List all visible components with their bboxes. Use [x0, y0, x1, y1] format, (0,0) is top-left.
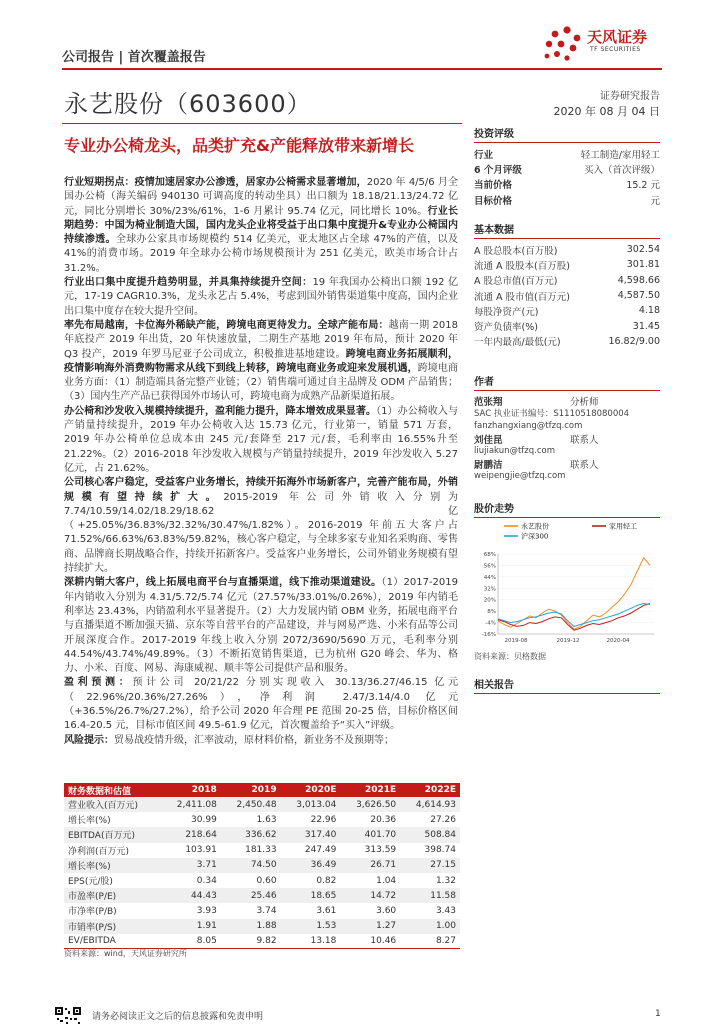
- author-email[interactable]: weipengjie@tfzq.com: [474, 471, 566, 481]
- basic-data-row: [474, 273, 660, 288]
- row-label: EBITDA(百万元): [64, 827, 161, 842]
- para-text: （1）办公椅收入与产销量持续提升，2019 年办公椅收入达 15.73 亿元，行业第一，销量 571 万套，2019 年办公椅单位总成本由 245 元/套降至 217 元/套，毛利率由 16.55%升至 21.22%。（2）2016-2018 年沙发收入规模与产销量持续提升，2019 年沙发收入 5.27 亿元，占 21.62%。: [64, 405, 458, 474]
- authors-title: 作者: [474, 373, 660, 391]
- row-label: 增长率(%): [68, 816, 111, 827]
- table-cell: 3.74: [256, 905, 277, 916]
- table-cell: 2,450.48: [221, 797, 281, 812]
- rating-row: [474, 192, 660, 207]
- table-header-cell: 2019: [221, 783, 281, 797]
- title-divider: [62, 123, 462, 124]
- table-cell: 20.36: [370, 814, 397, 825]
- table-cell: 3.93: [196, 905, 217, 916]
- y-tick-label: -4%: [485, 620, 496, 627]
- table-cell: 8.27: [400, 934, 460, 949]
- header-divider: [62, 68, 662, 70]
- rating-row: [474, 146, 660, 161]
- table-cell: 4,614.93: [400, 797, 460, 812]
- para-lead: 率先布局越南，卡位海外稀缺产能，跨境电商更待发力。全球产能布局：: [64, 319, 389, 331]
- table-cell: 30.99: [191, 814, 217, 825]
- row-label: 净利润(百万元): [68, 846, 130, 857]
- table-cell: 1.04: [376, 875, 397, 886]
- table-cell: 313.59: [364, 845, 397, 856]
- table-cell: 1.32: [435, 875, 456, 886]
- author-row: [474, 458, 660, 471]
- table-cell: 11.58: [400, 888, 460, 903]
- table-cell: 8.05: [161, 934, 221, 949]
- rating-value: 买入（首次评级）: [583, 164, 660, 176]
- qr-code-icon: [54, 1006, 82, 1024]
- x-tick-label: 2020-04: [606, 638, 630, 644]
- table-source: 资料来源：wind，天风证券研究所: [64, 949, 187, 958]
- table-header-row: [64, 783, 460, 797]
- table-cell: 36.49: [281, 858, 341, 873]
- basic-data-row: [474, 303, 660, 318]
- basic-data-row: [474, 257, 660, 272]
- y-tick-label: 68%: [483, 552, 496, 558]
- basic-data-key: 一年内最高/最低(元): [474, 337, 561, 349]
- basic-data-key: A 股总股本(百万股): [474, 245, 558, 257]
- para-lead: 行业出口集中度提升趋势明显，并具集持续提升空间：: [64, 277, 313, 289]
- para-lead: 办公椅和沙发收入规模持续提升，盈利能力提升，降本增效成果显著。: [64, 405, 377, 417]
- logo-subtitle: TF SECURITIES: [590, 46, 641, 53]
- basic-data-value: 302.54: [626, 244, 660, 256]
- row-label: 市销率(P/S): [64, 919, 161, 934]
- row-label: 增长率(%): [64, 858, 161, 873]
- related-section: [474, 676, 660, 694]
- table-header-cell: 2022E: [400, 783, 460, 797]
- author-email[interactable]: liujiakun@tfzq.com: [474, 446, 556, 456]
- rating-value: 15.2 元: [626, 180, 660, 192]
- basic-data-value: 4.18: [638, 305, 660, 317]
- logo-name: 天风证券: [587, 28, 648, 46]
- author-role: 联系人: [570, 459, 599, 471]
- table-row: [64, 797, 460, 812]
- basic-data-key: 流通 A 股股本(百万股): [474, 260, 570, 272]
- table-cell: 1.27: [340, 919, 400, 934]
- basic-data-row: [474, 242, 660, 257]
- author-name: 范张翔: [474, 397, 503, 409]
- author-role: 分析师: [570, 397, 599, 409]
- para-industry: [64, 176, 458, 276]
- table-cell: 508.84: [400, 827, 460, 842]
- row-label: EV/EBITDA: [64, 934, 161, 949]
- rating-key: 6 个月评级: [474, 164, 522, 176]
- table-row: [64, 843, 460, 858]
- table-cell: 3.61: [316, 905, 337, 916]
- author-row: [474, 433, 660, 446]
- table-cell: 14.72: [340, 888, 400, 903]
- y-tick-label: 56%: [483, 563, 496, 570]
- basic-data-row: [474, 318, 660, 333]
- para-text: 2015-2019 年公司外销收入分别为 7.74/10.59/14.02/18.29/18.62 亿（+25.05%/36.83%/32.32%/30.47%/1.82%）。2016-2019 年前五大客户占 71.52%/66.63%/63.83%/59.82%，核心客户稳定，与全球多家专业知名采购商、零售商、品牌商长期战略合作，持续开拓新客户。受益客户业务增长，公司外销业务规模有望持续扩大。: [64, 491, 459, 575]
- table-row: [64, 873, 460, 888]
- rating-key: 当前价格: [474, 180, 513, 192]
- price-chart: [474, 516, 660, 646]
- table-cell: 317.40: [281, 827, 341, 842]
- table-header-cell: 2018: [161, 783, 221, 797]
- author-role: 联系人: [570, 434, 599, 446]
- table-row: [64, 827, 460, 842]
- para-text: 全球办公家具市场规模约 514 亿美元，亚太地区占全球 47%的产值，以及 41%的消费市场。2019 年全球办公椅市场规模预计为 251 亿美元，欧美市场合计占 31.2%。: [64, 234, 458, 274]
- table-cell: 27.15: [400, 858, 460, 873]
- report-body: [64, 176, 458, 748]
- para-text: 贸易战疫情升级，汇率波动，原材料价格，新业务不及预期等；: [114, 734, 394, 746]
- para-text: 预计公司 20/21/22 分别实现收入 30.13/36.27/46.15 亿元（22.96%/20.36%/27.26%），净利润 2.47/3.14/4.0 亿元（+36.5%/26.7%/27.2%），给予公司 2020 年合理 PE 范围 20-25 倍，目标价格区间 16.4-20.5 元，目标市值区间 49.5-61.9 亿元，首次覆盖给予“买入”评级。: [64, 677, 458, 732]
- y-tick-label: 20%: [483, 597, 496, 604]
- para-chairs: [64, 405, 458, 476]
- x-tick-label: 2019-12: [556, 638, 580, 644]
- para-text: 跨境电商业务方面：（1）制造端具备完整产业链；（2）销售端可通过自主品牌及 ODM 产品销售；（3）国内生产产品已获得国外市场认可，跨境电商为成熟产品新渠道拓展。: [64, 362, 459, 403]
- report-tag: 公司报告 | 首次覆盖报告: [62, 50, 206, 65]
- rating-key: 行业: [474, 149, 494, 161]
- basic-data-value: 16.82/9.00: [608, 335, 660, 347]
- x-tick-label: 2019-08: [504, 638, 528, 644]
- report-headline: 专业办公椅龙头，品类扩充&产能释放带来新增长: [64, 136, 414, 155]
- table-cell: 10.46: [340, 934, 400, 949]
- table-row: [64, 812, 460, 827]
- table-cell: 3.43: [435, 905, 456, 916]
- rating-title: 投资评级: [474, 125, 660, 143]
- para-export: [64, 276, 458, 319]
- table-cell: 27.26: [430, 814, 456, 825]
- table-row: [64, 903, 460, 918]
- report-type: 证券研究报告: [600, 91, 660, 102]
- table-row: [64, 934, 460, 949]
- table-header-cell: 2020E: [281, 783, 341, 797]
- basic-data-value: 31.45: [632, 320, 660, 332]
- table-cell: 401.70: [340, 827, 400, 842]
- price-chart-title: 股价走势: [474, 500, 660, 518]
- para-lead: 盈利预测：: [64, 677, 133, 689]
- report-date: 2020 年 08 月 04 日: [553, 105, 660, 118]
- table-cell: 3,626.50: [340, 797, 400, 812]
- row-label: EPS(元/股): [68, 877, 113, 888]
- para-forecast: [64, 676, 458, 733]
- rating-row: [474, 177, 660, 192]
- table-header-cell: 财务数据和估值: [64, 783, 161, 797]
- table-cell: 3.71: [161, 858, 221, 873]
- legend-label: 沪深300: [521, 532, 549, 541]
- basic-data-key: A 股总市值(百万元): [474, 276, 558, 288]
- basic-data-key: 流通 A 股市值(百万元): [474, 291, 570, 303]
- legend-label: 永艺股份: [521, 522, 549, 531]
- chart-source: 资料来源：贝格数据: [474, 652, 546, 661]
- table-cell: 9.82: [221, 934, 281, 949]
- table-cell: 2,411.08: [161, 797, 221, 812]
- legend-label: 家用轻工: [609, 522, 637, 531]
- table-cell: 181.33: [245, 845, 277, 856]
- table-row: [64, 919, 460, 934]
- para-lead: 深耕内销大客户，线上拓展电商平台与直播渠道，线下推动渠道建设。: [64, 577, 382, 589]
- table-row: [64, 888, 460, 903]
- author-name: 尉鹏洁: [474, 459, 503, 471]
- para-clients: [64, 476, 458, 576]
- table-cell: 103.91: [185, 845, 217, 856]
- para-risk: [64, 734, 458, 748]
- series-line-1: [498, 558, 650, 629]
- basic-data-value: 4,587.50: [617, 290, 660, 302]
- table-cell: 247.49: [304, 845, 337, 856]
- row-label: 营业收入(百万元): [64, 797, 161, 812]
- footer-disclaimer: 请务必阅读正文之后的信息披露和免责申明: [92, 1012, 264, 1022]
- table-cell: 218.64: [161, 827, 221, 842]
- related-title: 相关报告: [474, 676, 660, 694]
- table-cell: 3.60: [376, 905, 397, 916]
- basic-data-key: 资产负债率(%): [474, 322, 538, 334]
- para-lead: 跨境电商业务拓展顺利，疫情影响海外消费购物需求从线下到线上转移，跨境电商业务或迎来发展机遇，: [64, 348, 459, 374]
- para-text: 越南一期 2018 年底投产 2019 年出货，20 年快速放量，二期生产基地 2019 年布局，预计 2020 年 Q3 投产，2019 年罗马尼亚子公司成立，积极推进基地建设。: [64, 319, 458, 360]
- y-tick-label: 44%: [483, 574, 496, 581]
- para-text: 19 年我国办公椅出口额 192 亿元，17-19 CAGR10.3%，龙头永艺占 5.4%，考虑到国外销售渠道集中度高，国内企业出口集中度存在较大提升空间。: [64, 277, 458, 317]
- table-cell: 1.91: [161, 919, 221, 934]
- rating-row: [474, 161, 660, 176]
- table-cell: 22.96: [310, 814, 337, 825]
- rating-value: 元: [650, 195, 660, 207]
- para-vietnam: [64, 319, 458, 405]
- author-email[interactable]: fanzhangxiang@tfzq.com: [474, 421, 583, 431]
- para-lead: 风险提示：: [64, 734, 114, 746]
- author-name: 刘佳昆: [474, 434, 503, 446]
- table-cell: 13.18: [281, 934, 341, 949]
- para-lead: 公司核心客户稳定，受益客户业务增长，持续开拓海外市场新客户，完善产能布局，外销规模有望持续扩大。: [64, 477, 458, 503]
- y-tick-label: 32%: [483, 586, 496, 593]
- financial-table: [64, 783, 460, 949]
- table-cell: 74.50: [221, 858, 281, 873]
- row-label: 市净率(P/B): [68, 907, 117, 918]
- table-cell: 336.62: [221, 827, 281, 842]
- table-cell: 1.63: [256, 814, 277, 825]
- table-cell: 25.46: [221, 888, 281, 903]
- table-cell: 1.00: [400, 919, 460, 934]
- basic-data-row: [474, 288, 660, 303]
- para-lead: 行业长期趋势：中国为椅业制造大国，国内龙头企业将受益于出口集中度提升&专业办公椅国内持续渗透。: [64, 205, 459, 246]
- rating-key: 目标价格: [474, 195, 513, 207]
- table-cell: 26.71: [340, 858, 400, 873]
- rating-value: 轻工制造/家用轻工: [580, 149, 660, 161]
- table-cell: 18.65: [281, 888, 341, 903]
- basic-data-value: 4,598.66: [617, 274, 660, 286]
- para-lead: 行业短期拐点：疫情加速居家办公渗透，居家办公椅需求显著增加，: [64, 177, 367, 188]
- author-row: [474, 395, 660, 408]
- rating-section: [474, 125, 660, 207]
- basic-data-value: 301.81: [626, 259, 660, 271]
- basic-data-row: [474, 334, 660, 349]
- y-tick-label: 8%: [487, 609, 496, 616]
- table-cell: 1.88: [221, 919, 281, 934]
- table-cell: 1.53: [281, 919, 341, 934]
- para-text: 2020 年 4/5/6 月全国办公椅（海关编码 940130 可调高度的转动坐具）出口额为 18.18/21.13/24.72 亿元，同比分别增长 30%/23%/61%，1-6 月累计 95.74 亿元，同比增长 10%。: [64, 177, 459, 217]
- row-label: 市盈率(P/E): [64, 888, 161, 903]
- basic-data-title: 基本数据: [474, 221, 660, 239]
- y-tick-label: -16%: [481, 632, 496, 638]
- author-cert: SAC 执业证书编号：S1110518080004: [474, 408, 630, 419]
- table-row: [64, 858, 460, 873]
- table-cell: 44.43: [161, 888, 221, 903]
- page-number: 1: [655, 1009, 661, 1019]
- table-cell: 0.82: [316, 875, 337, 886]
- basic-data-key: 每股净资产(元): [474, 306, 539, 318]
- authors-section: [474, 373, 660, 483]
- table-cell: 3,013.04: [281, 797, 341, 812]
- table-cell: 0.34: [196, 875, 217, 886]
- para-domestic: [64, 576, 458, 676]
- table-header-cell: 2021E: [340, 783, 400, 797]
- para-text: （1）2017-2019 年内销收入分别为 4.31/5.72/5.74 亿元（27.57%/33.01%/0.26%），2019 年内销毛利率达 23.43%，内销盈利水平显著提升。（2）大力发展内销 OBM 业务，拓展电商平台与直播渠道不断加强天猫、京东等自营平台的产品建设，并与网易严选、小米有品等公司开展深度合作。2017-2019 年线上收入分别 2072/3690/5690 万元，毛利率分别 44.54%/43.74%/49.89%。（3）不断拓宽销售渠道，已为杭州 G20 峰会、华为、格力、小米、百度、网易、海康威视、顺丰等公司提供产品和服务。: [64, 577, 459, 675]
- company-title: 永艺股份（603600）: [64, 90, 312, 118]
- table-cell: 0.60: [256, 875, 277, 886]
- basic-data-section: [474, 221, 660, 349]
- table-cell: 398.74: [424, 845, 456, 856]
